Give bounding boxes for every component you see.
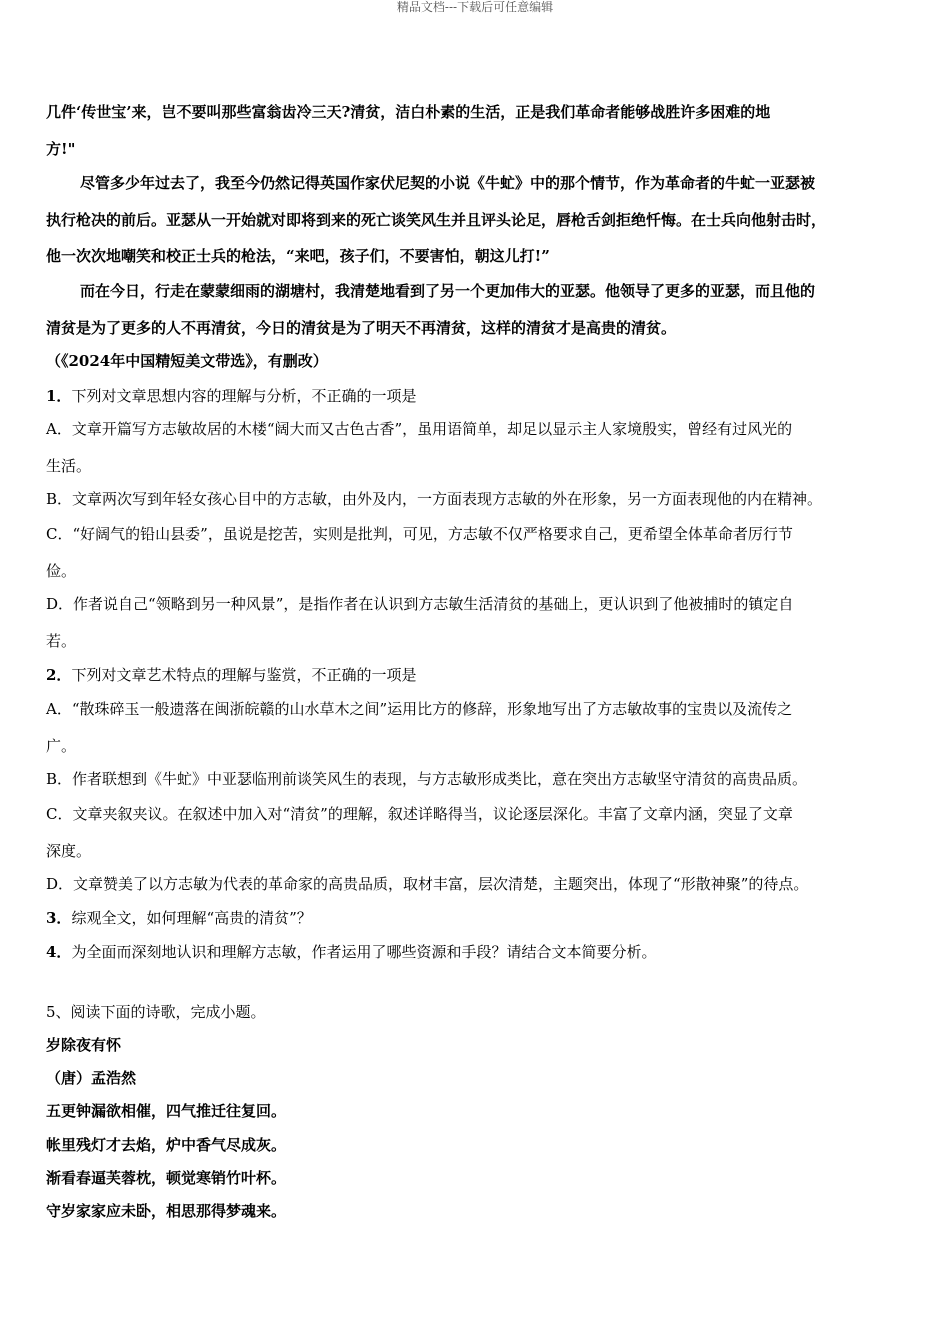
q1-option-d-cont: 若。 <box>46 632 77 650</box>
question-text: 综观全文，如何理解“高贵的清贫”？ <box>71 909 312 927</box>
q2-option-c: C．文章夹叙夹议。在叙述中加入对“清贫”的理解，叙述详略得当，议论逐层深化。丰富了文章内涵，突显了文章 <box>46 805 793 823</box>
question-2-stem <box>46 665 416 685</box>
question-number: 1． <box>46 387 72 405</box>
question-number: 3． <box>46 909 72 927</box>
q1-option-b: B．文章两次写到年轻女孩心目中的方志敏，由外及内，一方面表现方志敏的外在形象，另一方面表现他的内在精神。 <box>46 490 823 508</box>
poem-author: （唐）孟浩然 <box>46 1069 137 1087</box>
essay-line: 他一次次地嘲笑和校正士兵的枪法，“来吧，孩子们，不要害怕，朝这儿打!” <box>46 247 550 265</box>
essay-line: 清贫是为了更多的人不再清贫，今日的清贫是为了明天不再清贫，这样的清贫才是高贵的清贫。 <box>46 319 677 337</box>
q1-option-c: C．“好阔气的铅山县委”，虽说是挖苦，实则是批判，可见，方志敏不仅严格要求自己，更希望全体革命者厉行节 <box>46 525 793 543</box>
q2-option-b: B．作者联想到《牛虻》中亚瑟临刑前谈笑风生的表现，与方志敏形成类比，意在突出方志敏坚守清贫的高贵品质。 <box>46 770 808 788</box>
poem-line: 五更钟漏欲相催，四气推迁往复回。 <box>46 1102 287 1120</box>
essay-line: 尽管多少年过去了，我至今仍然记得英国作家伏尼契的小说《牛虻》中的那个情节，作为革命者的牛虻一亚瑟被 <box>80 174 816 192</box>
q2-option-a-cont: 广。 <box>46 737 77 755</box>
q1-option-a: A．文章开篇写方志敏故居的木楼“阔大而又古色古香”，虽用语简单，却足以显示主人家境殷实，曾经有过风光的 <box>46 420 793 438</box>
question-3 <box>46 908 312 928</box>
question-4 <box>46 942 656 962</box>
poem-title: 岁除夜有怀 <box>46 1036 122 1054</box>
essay-line: 几件‘传世宝’来，岂不要叫那些富翁齿冷三天?清贫，洁白朴素的生活，正是我们革命者能够战胜许多困难的地 <box>46 103 771 121</box>
question-1-stem <box>46 386 416 406</box>
source-citation: （《2024年中国精短美文带选》，有删改） <box>46 352 328 370</box>
poem-line: 渐看春逼芙蓉枕，顿觉寒销竹叶杯。 <box>46 1169 287 1187</box>
q1-option-a-cont: 生活。 <box>46 457 92 475</box>
q2-option-c-cont: 深度。 <box>46 842 92 860</box>
page-header: 精品文档---下载后可任意编辑 <box>396 0 554 14</box>
q1-option-d: D．作者说自己“领略到另一种风景”，是指作者在认识到方志敏生活清贫的基础上，更认识到了他被捕时的镇定自 <box>46 595 794 613</box>
q2-option-a: A．“散珠碎玉一般遗落在闽浙皖赣的山水草木之间”运用比方的修辞，形象地写出了方志敏故事的宝贵以及流传之 <box>46 700 793 718</box>
question-5-intro: 5、阅读下面的诗歌，完成小题。 <box>46 1003 266 1021</box>
question-text: 下列对文章艺术特点的理解与鉴赏，不正确的一项是 <box>71 666 417 684</box>
question-text: 为全面而深刻地认识和理解方志敏，作者运用了哪些资源和手段？请结合文本简要分析。 <box>71 943 657 961</box>
poem-line: 帐里残灯才去焰，炉中香气尽成灰。 <box>46 1136 287 1154</box>
question-number: 4． <box>46 943 72 961</box>
poem-line: 守岁家家应未卧，相思那得梦魂来。 <box>46 1202 287 1220</box>
question-text: 下列对文章思想内容的理解与分析，不正确的一项是 <box>71 387 417 405</box>
essay-line: 方!" <box>46 140 76 158</box>
q1-option-c-cont: 俭。 <box>46 562 77 580</box>
essay-line: 执行枪决的前后。亚瑟从一开始就对即将到来的死亡谈笑风生并且评头论足，唇枪舌剑拒绝忏悔。在士兵向他射击时， <box>46 211 827 229</box>
q2-option-d: D．文章赞美了以方志敏为代表的革命家的高贵品质，取材丰富，层次清楚，主题突出，体现了“形散神聚”的待点。 <box>46 875 809 893</box>
essay-line: 而在今日，行走在蒙蒙细雨的湖塘村，我清楚地看到了另一个更加伟大的亚瑟。他领导了更多的亚瑟，而且他的 <box>80 282 816 300</box>
question-number: 2． <box>46 666 72 684</box>
